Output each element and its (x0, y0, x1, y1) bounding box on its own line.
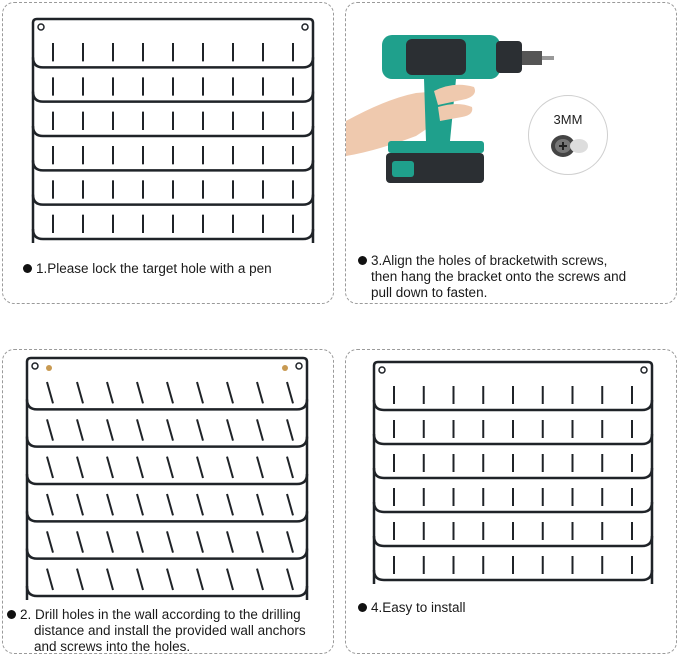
screw-icon (547, 132, 591, 160)
spool-peg (227, 457, 233, 478)
spool-peg (227, 494, 233, 515)
step-1-text: 1.Please lock the target hole with a pen (36, 261, 272, 276)
step-4-panel (345, 349, 677, 654)
rack-shelf-rail (27, 586, 307, 596)
screw-size-badge (528, 95, 608, 175)
mount-hole-left (379, 367, 385, 373)
spool-peg (47, 382, 53, 403)
spool-peg (197, 569, 203, 590)
bullet-icon (358, 256, 367, 265)
mount-hole-left (38, 24, 44, 30)
spool-peg (107, 457, 113, 478)
spool-peg (77, 569, 83, 590)
spool-peg (197, 531, 203, 552)
mount-hole-right (302, 24, 308, 30)
step-2-panel (2, 349, 334, 654)
spool-peg (137, 494, 143, 515)
spool-peg (287, 419, 293, 440)
spool-peg (167, 531, 173, 552)
spool-peg (257, 457, 263, 478)
spool-peg (47, 531, 53, 552)
step-2-line-3: and screws into the holes. (34, 639, 191, 654)
spool-peg (47, 494, 53, 515)
spool-peg (77, 382, 83, 403)
mount-hole-right (641, 367, 647, 373)
step-3-caption (358, 253, 626, 301)
spool-peg (167, 382, 173, 403)
spool-peg (257, 494, 263, 515)
spool-peg (167, 457, 173, 478)
spool-peg (287, 531, 293, 552)
rack-shelf-rail (27, 474, 307, 484)
rack-shelf-rail (27, 399, 307, 409)
spool-peg (137, 569, 143, 590)
spool-peg (137, 457, 143, 478)
step-3-line-3: pull down to fasten. (371, 285, 488, 300)
step-4-caption (358, 600, 466, 616)
bullet-icon (358, 603, 367, 612)
spool-peg (137, 382, 143, 403)
spool-peg (197, 457, 203, 478)
spool-peg (167, 419, 173, 440)
spool-peg (47, 419, 53, 440)
rack-front-illustration (27, 17, 319, 245)
step-3-line-1: 3.Align the holes of bracketwith screws, (371, 253, 608, 268)
spool-peg (257, 531, 263, 552)
spool-peg (47, 569, 53, 590)
spool-peg (257, 569, 263, 590)
screw-size-label: 3MM (553, 112, 583, 127)
step-3-line-2: then hang the bracket onto the screws and (371, 269, 627, 284)
wall-anchor-right (282, 365, 288, 371)
spool-peg (107, 569, 113, 590)
spool-peg (137, 531, 143, 552)
spool-peg (287, 494, 293, 515)
step-2-line-2: distance and install the provided wall anchors (34, 623, 306, 638)
spool-peg (137, 419, 143, 440)
rack-shelf-rail (27, 549, 307, 559)
step-2-caption (7, 607, 306, 654)
spool-peg (77, 494, 83, 515)
step-1-caption (23, 261, 272, 277)
spool-peg (77, 419, 83, 440)
spool-peg (167, 494, 173, 515)
spool-peg (287, 457, 293, 478)
spool-peg (107, 382, 113, 403)
spool-peg (227, 382, 233, 403)
step-3-panel (345, 2, 677, 304)
spool-peg (227, 569, 233, 590)
step-4-text: 4.Easy to install (371, 600, 466, 615)
step-2-line-1: 2. Drill holes in the wall according to the drilling (20, 607, 301, 622)
rack-shelf-rail (27, 511, 307, 521)
mount-hole-right (296, 363, 302, 369)
spool-peg (107, 494, 113, 515)
spool-peg (197, 382, 203, 403)
spool-peg (77, 457, 83, 478)
spool-peg (167, 569, 173, 590)
bullet-icon (23, 264, 32, 273)
wall-anchor-left (46, 365, 52, 371)
rack-shelf-rail (27, 437, 307, 447)
spool-peg (77, 531, 83, 552)
spool-peg (197, 494, 203, 515)
drill-illustration (346, 21, 556, 221)
spool-peg (257, 382, 263, 403)
spool-peg (107, 531, 113, 552)
rack-angled-illustration (21, 356, 313, 602)
spool-peg (287, 382, 293, 403)
rack-installed-illustration (368, 360, 658, 586)
step-1-panel (2, 2, 334, 304)
spool-peg (107, 419, 113, 440)
spool-peg (257, 419, 263, 440)
rack-frame (27, 358, 307, 600)
spool-peg (47, 457, 53, 478)
mount-hole-left (32, 363, 38, 369)
bullet-icon (7, 610, 16, 619)
spool-peg (197, 419, 203, 440)
spool-peg (227, 531, 233, 552)
spool-peg (227, 419, 233, 440)
spool-peg (287, 569, 293, 590)
